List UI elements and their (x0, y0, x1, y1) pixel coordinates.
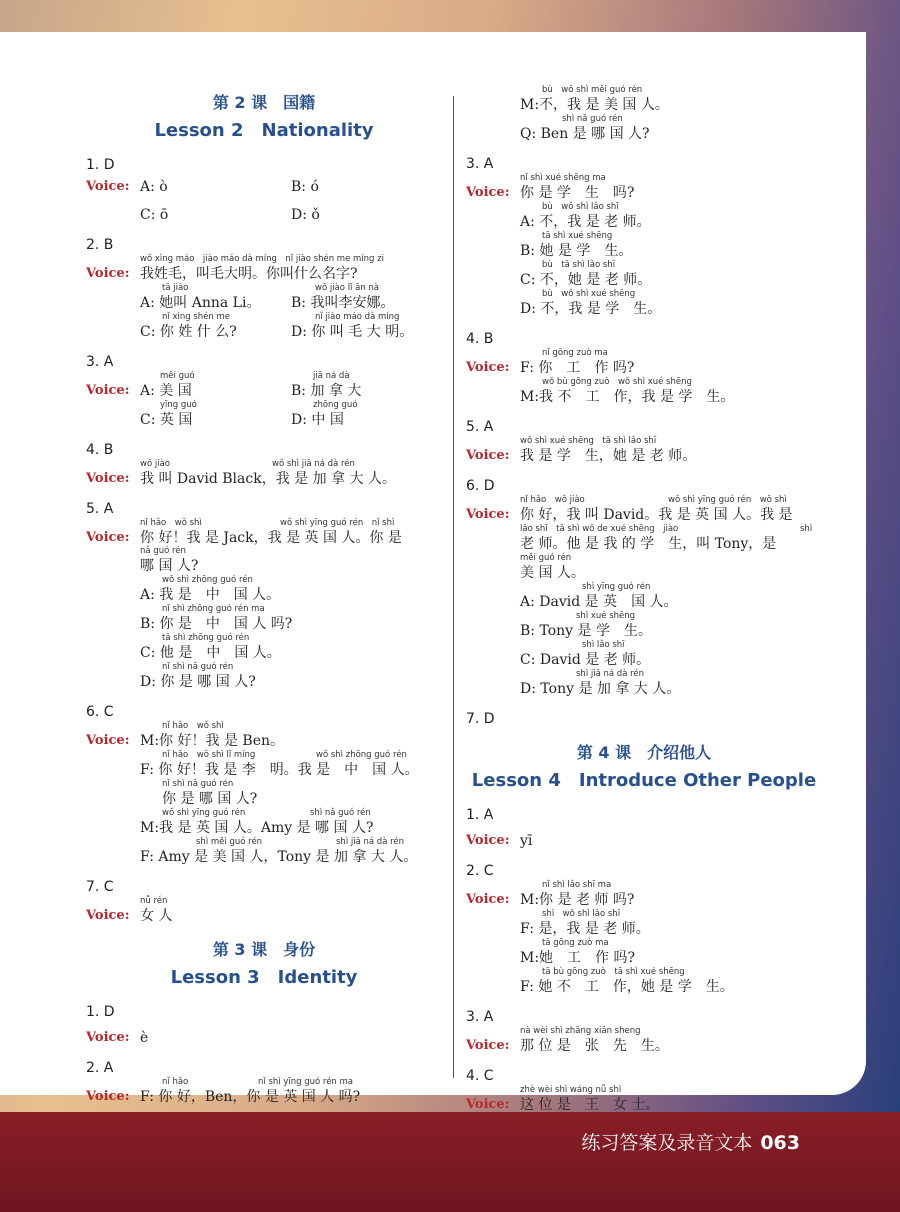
pinyin: nǐ hǎo wǒ shì (162, 721, 224, 731)
voice-label: Voice: (86, 733, 130, 748)
dialogue-line: F: 你 好，Ben，你 是 英 国 人 吗? (140, 1089, 361, 1105)
voice-block (466, 495, 822, 524)
voice-block (466, 173, 822, 202)
lesson-3-title-en: Lesson 3 Identity (170, 967, 358, 988)
voice-label: Voice: (86, 908, 130, 923)
left-column (86, 82, 442, 1106)
voice-label: Voice: (86, 530, 130, 545)
question-number: 2. C (466, 863, 494, 879)
pinyin: jiā ná dà (313, 371, 350, 381)
dialogue-line: 你 是 哪 国 人? (162, 791, 258, 807)
pinyin: nǎ guó rén (140, 546, 186, 556)
pinyin: tā shì xué shēng (542, 231, 613, 241)
lesson-4-title-en: Lesson 4 Introduce Other People (471, 770, 817, 791)
footer-title: 练习答案及录音文本 (581, 1132, 753, 1154)
option-d: D: 你 是 哪 国 人? (140, 674, 256, 690)
option-a: A: 我 是 中 国 人。 (140, 587, 281, 603)
pinyin: shì yīng guó rén (582, 582, 651, 592)
pinyin: wǒ shì zhōng guó rén (162, 575, 253, 585)
transcript-line: yī (520, 833, 533, 849)
lesson-3-title-cn: 第 3 课 身份 (212, 940, 316, 959)
pinyin: wǒ xìng máo jiào máo dà míng nǐ jiào shén me míng zi (140, 254, 384, 264)
pinyin: shì jiā ná dà rén (576, 669, 645, 679)
pinyin: wǒ shì xué shēng tā shì lǎo shī (520, 436, 657, 446)
dialogue-line: M:你 是 老 师 吗? (520, 892, 635, 908)
pinyin: wǒ shì yīng guó rén nǐ shì (280, 518, 395, 528)
voice-label: Voice: (86, 179, 130, 194)
option-b: B: ó (291, 179, 319, 195)
option-c: C: 英 国 (140, 412, 193, 428)
dialogue-line: M:你 好！我 是 Ben。 (140, 733, 284, 749)
dialogue-line: F: 你 工 作 吗? (520, 360, 635, 376)
option-c: C: 你 姓 什 么? (140, 324, 237, 340)
lesson-4-title-cn: 第 4 课 介绍他人 (576, 743, 712, 762)
pinyin: wǒ bù gōng zuò wǒ shì xué shēng (542, 377, 692, 387)
question-number: 5. A (466, 419, 494, 435)
pinyin: nǐ shì lǎo shī ma (542, 880, 612, 890)
question-number: 1. D (86, 157, 115, 173)
pinyin: nǐ hǎo wǒ shì lǐ míng (162, 750, 256, 760)
transcript-line: 你 好！我 是 Jack，我 是 英 国 人。你 是 (140, 530, 402, 546)
pinyin: nǐ shì nǎ guó rén (162, 662, 234, 672)
voice-label: Voice: (86, 266, 130, 281)
dialogue-line: F: 她 不 工 作，她 是 学 生。 (520, 979, 734, 995)
pinyin: zhè wèi shì wáng nǚ shì (520, 1085, 622, 1095)
voice-label: Voice: (86, 471, 130, 486)
voice-block (86, 459, 442, 488)
question-number: 4. C (466, 1068, 494, 1084)
transcript-line: 你 好，我 叫 David。我 是 英 国 人。我 是 (520, 507, 793, 523)
question-number: 2. B (86, 237, 114, 253)
pinyin: shì (800, 524, 813, 534)
transcript-line: 美 国 人。 (520, 565, 585, 581)
pinyin: nà wèi shì zhāng xiān sheng (520, 1026, 641, 1036)
voice-label: Voice: (466, 507, 510, 522)
question-number: 3. A (86, 354, 114, 370)
lesson-2-title-en: Lesson 2 Nationality (154, 120, 374, 141)
voice-block (466, 1085, 822, 1114)
transcript-line: 我 是 学 生，她 是 老 师。 (520, 448, 697, 464)
option-c: C: 不，她 是 老 师。 (520, 272, 652, 288)
pinyin: lǎo shī tā shì wǒ de xué shēng jiào (520, 524, 679, 534)
voice-block (86, 518, 442, 547)
transcript-line: 这 位 是 王 女 士。 (520, 1097, 660, 1113)
pinyin: yīng guó (160, 400, 197, 410)
pinyin: měi guó (160, 371, 195, 381)
transcript-line: 哪 国 人? (140, 558, 199, 574)
pinyin: shì xué shēng (576, 611, 636, 621)
voice-block (466, 832, 822, 850)
option-a: A: 美 国 (140, 383, 192, 399)
question-number: 6. C (86, 704, 114, 720)
question-number: 4. B (466, 331, 494, 347)
option-d: D: 中 国 (291, 412, 344, 428)
pinyin: tā shì zhōng guó rén (162, 633, 250, 643)
pinyin: zhōng guó (313, 400, 358, 410)
voice-block (86, 1029, 442, 1047)
pinyin: měi guó rén (520, 553, 572, 563)
pinyin: nǐ shì xué shēng ma (520, 173, 606, 183)
question-number: 3. A (466, 1009, 494, 1025)
question-number: 7. D (466, 711, 495, 727)
pinyin: bù wǒ shì xué shēng (542, 289, 636, 299)
pinyin: bù tā shì lǎo shī (542, 260, 616, 270)
pinyin: nǐ hǎo wǒ shì (140, 518, 202, 528)
voice-block (466, 348, 822, 377)
option-b: B: Tony 是 学 生。 (520, 623, 652, 639)
option-d: D: Tony 是 加 拿 大 人。 (520, 681, 681, 697)
voice-block (86, 896, 442, 925)
pinyin: nǐ hǎo (162, 1077, 189, 1087)
option-c: C: David 是 老 师。 (520, 652, 651, 668)
pinyin: shì lǎo shī (582, 640, 625, 650)
pinyin: wǒ shì jiā ná dà rén (272, 459, 355, 469)
voice-label: Voice: (466, 892, 510, 907)
pinyin: wǒ shì zhōng guó rén (316, 750, 407, 760)
dialogue-line: F: Amy 是 美 国 人，Tony 是 加 拿 大 人。 (140, 849, 418, 865)
transcript-line: 你 是 学 生 吗? (520, 185, 635, 201)
pinyin: nǐ shì nǎ guó rén (162, 779, 234, 789)
question-number: 4. B (86, 442, 114, 458)
option-b: B: 加 拿 大 (291, 383, 362, 399)
option-a: A: ò (140, 179, 168, 195)
voice-label: Voice: (466, 185, 510, 200)
column-divider (453, 96, 454, 1078)
pinyin: wǒ shì yīng guó rén wǒ shì (668, 495, 787, 505)
dialogue-line: M:不，我 是 美 国 人。 (520, 97, 669, 113)
transcript-line: 老 师。他 是 我 的 学 生，叫 Tony，是 (520, 536, 777, 552)
option-b: B: 你 是 中 国 人 吗? (140, 616, 293, 632)
pinyin: shì nǎ guó rén (562, 114, 623, 124)
voice-label: Voice: (466, 360, 510, 375)
dialogue-line: F: 是，我 是 老 师。 (520, 921, 650, 937)
dialogue-line: M:她 工 作 吗? (520, 950, 636, 966)
pinyin: bù wǒ shì lǎo shī (542, 202, 619, 212)
pinyin: nǐ hǎo wǒ jiào (520, 495, 585, 505)
question-number: 5. A (86, 501, 114, 517)
dialogue-line: Q: Ben 是 哪 国 人? (520, 126, 650, 142)
transcript-line: è (140, 1030, 149, 1046)
page-number: 063 (760, 1132, 800, 1154)
question-number: 1. A (466, 807, 494, 823)
voice-block (86, 254, 442, 283)
pinyin: shì wǒ shì lǎo shī (542, 909, 621, 919)
option-a: A: 不，我 是 老 师。 (520, 214, 651, 230)
transcript-line: 女 人 (140, 908, 173, 924)
voice-label: Voice: (466, 833, 510, 848)
question-number: 7. C (86, 879, 114, 895)
option-d: D: 不，我 是 学 生。 (520, 301, 662, 317)
transcript-line: 我姓毛，叫毛大明。你叫什么名字? (140, 266, 358, 282)
pinyin: nǐ shì zhōng guó rén ma (162, 604, 265, 614)
question-number: 6. D (466, 478, 495, 494)
option-b: B: 我叫李安娜。 (291, 295, 395, 311)
voice-block (466, 436, 822, 465)
question-number: 3. A (466, 156, 494, 172)
option-a: A: 她叫 Anna Li。 (140, 295, 261, 311)
voice-block (466, 1026, 822, 1055)
pinyin: nǐ gōng zuò ma (542, 348, 608, 358)
voice-label: Voice: (466, 448, 510, 463)
question-number: 2. A (86, 1060, 114, 1076)
pinyin: wǒ jiào (140, 459, 170, 469)
question-number: 1. D (86, 1004, 115, 1020)
pinyin: wǒ shì yīng guó rén (162, 808, 246, 818)
option-b: B: 她 是 学 生。 (520, 243, 633, 259)
voice-block (86, 178, 442, 196)
right-column (466, 86, 822, 1114)
voice-block (86, 371, 442, 400)
pinyin: shì nǎ guó rén (310, 808, 371, 818)
pinyin: tā jiào (162, 283, 189, 293)
pinyin: nǚ rén (140, 896, 168, 906)
voice-label: Voice: (466, 1038, 510, 1053)
pinyin: tā bù gōng zuò tā shì xué shēng (542, 967, 685, 977)
option-c: C: 他 是 中 国 人。 (140, 645, 281, 661)
option-d: D: ǒ (291, 207, 320, 223)
lesson-2-title-cn: 第 2 课 国籍 (212, 93, 316, 112)
voice-label: Voice: (466, 1097, 510, 1112)
pinyin: bù wǒ shì měi guó rén (542, 85, 643, 95)
dialogue-line: M:我 是 英 国 人。Amy 是 哪 国 人? (140, 820, 374, 836)
option-d: D: 你 叫 毛 大 明。 (291, 324, 414, 340)
pinyin: nǐ xìng shén me (162, 312, 230, 322)
voice-block (86, 721, 442, 750)
pinyin: wǒ jiào lǐ ān nà (315, 283, 380, 293)
transcript-line: 我 叫 David Black，我 是 加 拿 大 人。 (140, 471, 396, 487)
voice-label: Voice: (86, 1089, 130, 1104)
transcript-line: 那 位 是 张 先 生。 (520, 1038, 669, 1054)
voice-label: Voice: (86, 383, 130, 398)
dialogue-line: F: 你 好！我 是 李 明。我 是 中 国 人。 (140, 762, 419, 778)
dialogue-line: M:我 不 工 作，我 是 学 生。 (520, 389, 735, 405)
pinyin: tā gōng zuò ma (542, 938, 609, 948)
footer-band (0, 1112, 900, 1212)
option-c: C: ō (140, 207, 169, 223)
pinyin: nǐ shì yīng guó rén ma (258, 1077, 354, 1087)
pinyin: nǐ jiào máo dà míng (315, 312, 400, 322)
option-a: A: David 是 英 国 人。 (520, 594, 678, 610)
voice-block (466, 880, 822, 909)
page-footer (581, 1128, 800, 1155)
voice-label: Voice: (86, 1030, 130, 1045)
voice-block (86, 1077, 442, 1106)
pinyin: shì jiā ná dà rén (336, 837, 405, 847)
pinyin: shì měi guó rén (196, 837, 263, 847)
